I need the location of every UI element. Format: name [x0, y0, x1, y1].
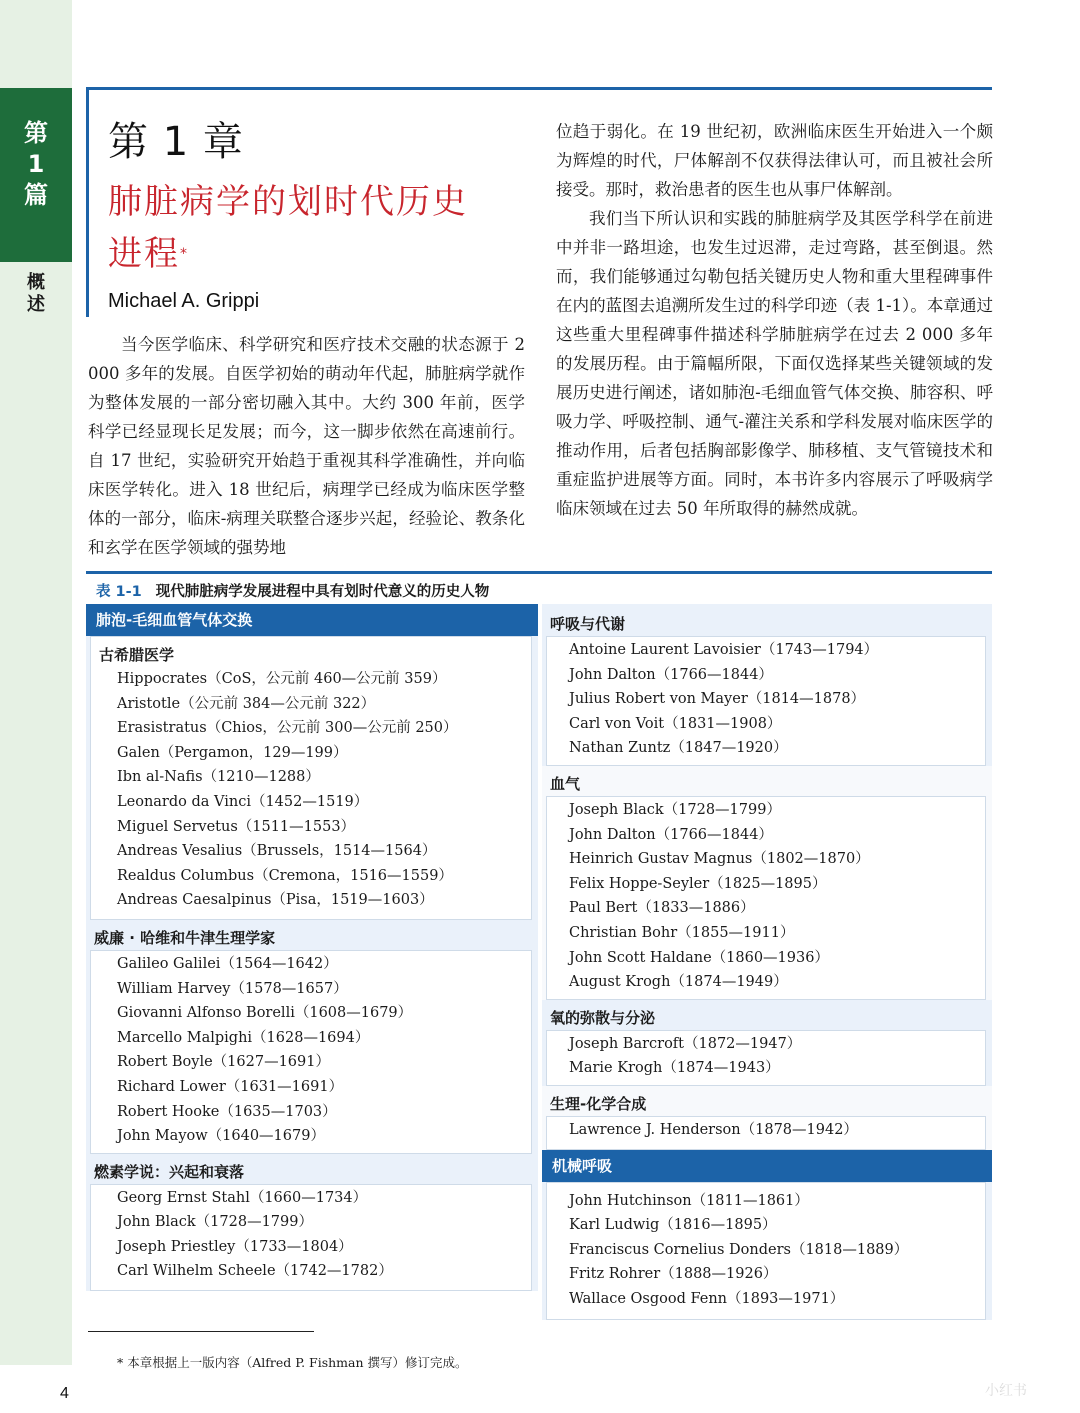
table-rule: [86, 571, 992, 574]
list-item: Heinrich Gustav Magnus（1802—1870）: [569, 851, 870, 868]
list-item: Nathan Zuntz（1847—1920）: [569, 740, 788, 757]
chapter-title-line-2: [108, 228, 538, 280]
table-section-body: [90, 636, 532, 920]
table-title: 现代肺脏病学发展进程中具有划时代意义的历史人物: [155, 584, 490, 600]
table-section-body: [546, 796, 986, 1000]
table-section: [542, 604, 992, 766]
list-item: Marie Krogh（1874—1943）: [569, 1060, 780, 1077]
list-item: Galen（Pergamon，129—199）: [117, 744, 348, 761]
footnote: * 本章根据上一版内容（Alfred P. Fishman 撰写）修订完成。: [117, 1355, 468, 1370]
header-rule: [86, 87, 992, 90]
list-item: Leonardo da Vinci（1452—1519）: [117, 793, 369, 810]
section-title: 生理-化学合成: [550, 1094, 647, 1113]
list-item: John Black（1728—1799）: [117, 1214, 313, 1231]
list-item: Robert Boyle（1627—1691）: [117, 1054, 330, 1071]
list-item: Franciscus Cornelius Donders（1818—1889）: [569, 1241, 909, 1258]
list-item: Ibn al-Nafis（1210—1288）: [117, 769, 320, 786]
watermark: 小红书: [985, 1383, 1027, 1399]
list-item: John Dalton（1766—1844）: [569, 826, 773, 843]
table-section: [542, 1086, 992, 1150]
page-number: 4: [60, 1385, 69, 1402]
history-table: [86, 604, 992, 1307]
list-item: John Dalton（1766—1844）: [569, 666, 773, 683]
table-section-body: [546, 1182, 986, 1321]
list-item: August Krogh（1874—1949）: [569, 974, 788, 991]
list-item: John Mayow（1640—1679）: [117, 1128, 325, 1145]
part-char: 篇: [24, 181, 48, 209]
section-title: 呼吸与代谢: [550, 615, 626, 633]
list-item: Miguel Servetus（1511—1553）: [117, 818, 356, 835]
list-item: Joseph Black（1728—1799）: [569, 801, 781, 818]
chapter-title-line: 肺脏病学的划时代历史: [108, 182, 468, 222]
section-title: 燃素学说：兴起和衰落: [94, 1162, 245, 1181]
continued-paragraph: 位趋于弱化。在 19 世纪初，欧洲临床医生开始进入一个颇为辉煌的时代，尸体解剖不仅获得法律认可，而且被社会所接受。那时，救治患者的医生也从事尸体解剖。: [556, 122, 993, 199]
list-item: Andreas Caesalpinus（Pisa，1519—1603）: [117, 892, 434, 909]
table-caption: [96, 580, 489, 601]
section-title: 古希腊医学: [99, 646, 175, 664]
part-char: 第: [24, 119, 48, 147]
chapter-title: [108, 176, 538, 280]
list-item: John Hutchinson（1811—1861）: [569, 1192, 809, 1209]
footnote-marker: *: [180, 246, 189, 262]
footnote-rule: [88, 1331, 314, 1332]
list-item: Realdus Columbus（Cremona，1516—1559）: [117, 867, 453, 884]
section-char: 概: [27, 272, 45, 293]
list-item: William Harvey（1578—1657）: [117, 980, 348, 997]
list-item: Paul Bert（1833—1886）: [569, 900, 755, 917]
table-section-body: [546, 1116, 986, 1150]
intro-paragraph: 当今医学临床、科学研究和医疗技术交融的状态源于 2 000 多年的发展。自医学初始的萌动年代起，肺脏病学就作为整体发展的一部分密切融入其中。大约 300 年前，医学科学已经显现长足发展；而今，这一脚步依然在高速前行。自 17 世纪，实验研究开始趋于重视其科学准确性，并向临床医学转化。进入 18 世纪后，病理学已经成为临床医学整体的一部分，临床-病理关联整合逐步兴起，经验论、教条化和玄学在医学领域的强势地: [88, 335, 525, 557]
table-header: 肺泡-毛细血管气体交换: [86, 604, 538, 636]
author: Michael A. Grippi: [108, 290, 260, 312]
list-item: Carl von Voit（1831—1908）: [569, 715, 782, 732]
list-item: Giovanni Alfonso Borelli（1608—1679）: [117, 1005, 413, 1022]
list-item: Wallace Osgood Fenn（1893—1971）: [569, 1290, 845, 1307]
table-section: [542, 1000, 992, 1086]
list-item: John Scott Haldane（1860—1936）: [569, 949, 829, 966]
overview-paragraph: 我们当下所认识和实践的肺脏病学及其医学科学在前进中并非一路坦途，也发生过迟滞，走过弯路，甚至倒退。然而，我们能够通过勾勒包括关键历史人物和重大里程碑事件在内的蓝图去追溯所发生过的科学印迹（表 1-1）。本章通过这些重大里程碑事件描述科学肺脏病学在过去 2 000 多年的发展历程。由于篇幅所限，下面仅选择某些关键领域的发展历史进行阐述，诸如肺泡-毛细血管气体交换、肺容积、呼吸力学、呼吸控制、通气-灌注关系和学科发展对临床医学的推动作用，后者包括胸部影像学、肺移植、支气管镜技术和重症监护进展等方面。同时，本书许多内容展示了呼吸病学临床领域在过去 50 年所取得的赫然成就。: [556, 209, 993, 518]
table-number: 表 1-1: [96, 584, 142, 600]
list-item: Antoine Laurent Lavoisier（1743—1794）: [569, 642, 879, 658]
table-section: [542, 1150, 992, 1321]
list-item: Lawrence J. Henderson（1878—1942）: [569, 1121, 858, 1138]
list-item: Carl Wilhelm Scheele（1742—1782）: [117, 1263, 393, 1280]
list-item: Joseph Barcroft（1872—1947）: [569, 1035, 802, 1052]
table-left-column: [86, 604, 538, 1291]
header-vertical-rule: [86, 87, 89, 317]
part-label: [0, 118, 72, 211]
table-section-body: [546, 1030, 986, 1086]
list-item: Andreas Vesalius（Brussels，1514—1564）: [117, 843, 437, 860]
list-item: Felix Hoppe-Seyler（1825—1895）: [569, 875, 827, 892]
table-section: [542, 766, 992, 1000]
list-item: Joseph Priestley（1733—1804）: [117, 1238, 353, 1255]
table-section: [86, 604, 538, 920]
list-item: Galileo Galilei（1564—1642）: [117, 955, 338, 972]
list-item: Georg Ernst Stahl（1660—1734）: [117, 1189, 368, 1206]
table-section: [86, 920, 538, 1154]
body-left-column: [88, 330, 525, 562]
list-item: Julius Robert von Mayer（1814—1878）: [569, 691, 866, 708]
section-title: 威廉 · 哈维和牛津生理学家: [94, 928, 276, 947]
section-label: [0, 272, 72, 316]
chapter-number: 第 1 章: [108, 119, 244, 165]
list-item: Christian Bohr（1855—1911）: [569, 924, 795, 941]
table-section: [86, 1154, 538, 1291]
table-header: 机械呼吸: [542, 1150, 992, 1182]
body-right-column: [556, 117, 993, 523]
section-char: 述: [27, 294, 45, 315]
list-item: Robert Hooke（1635—1703）: [117, 1103, 337, 1120]
section-title: 氧的弥散与分泌: [550, 1008, 656, 1027]
table-section-body: [546, 636, 986, 766]
list-item: Aristotle（公元前 384—公元前 322）: [117, 695, 376, 712]
list-item: Hippocrates（CoS，公元前 460—公元前 359）: [117, 671, 447, 687]
table-section-body: [90, 950, 532, 1154]
list-item: Erasistratus（Chios，公元前 300—公元前 250）: [117, 720, 458, 737]
list-item: Richard Lower（1631—1691）: [117, 1078, 344, 1095]
table-right-column: [542, 604, 992, 1320]
list-item: Marcello Malpighi（1628—1694）: [117, 1029, 370, 1046]
list-item: Karl Ludwig（1816—1895）: [569, 1217, 777, 1234]
section-title: 血气: [550, 774, 581, 793]
chapter-title-line: 进程: [108, 234, 180, 274]
table-section-body: [90, 1184, 532, 1291]
part-char: 1: [27, 150, 45, 178]
list-item: Fritz Rohrer（1888—1926）: [569, 1266, 778, 1283]
